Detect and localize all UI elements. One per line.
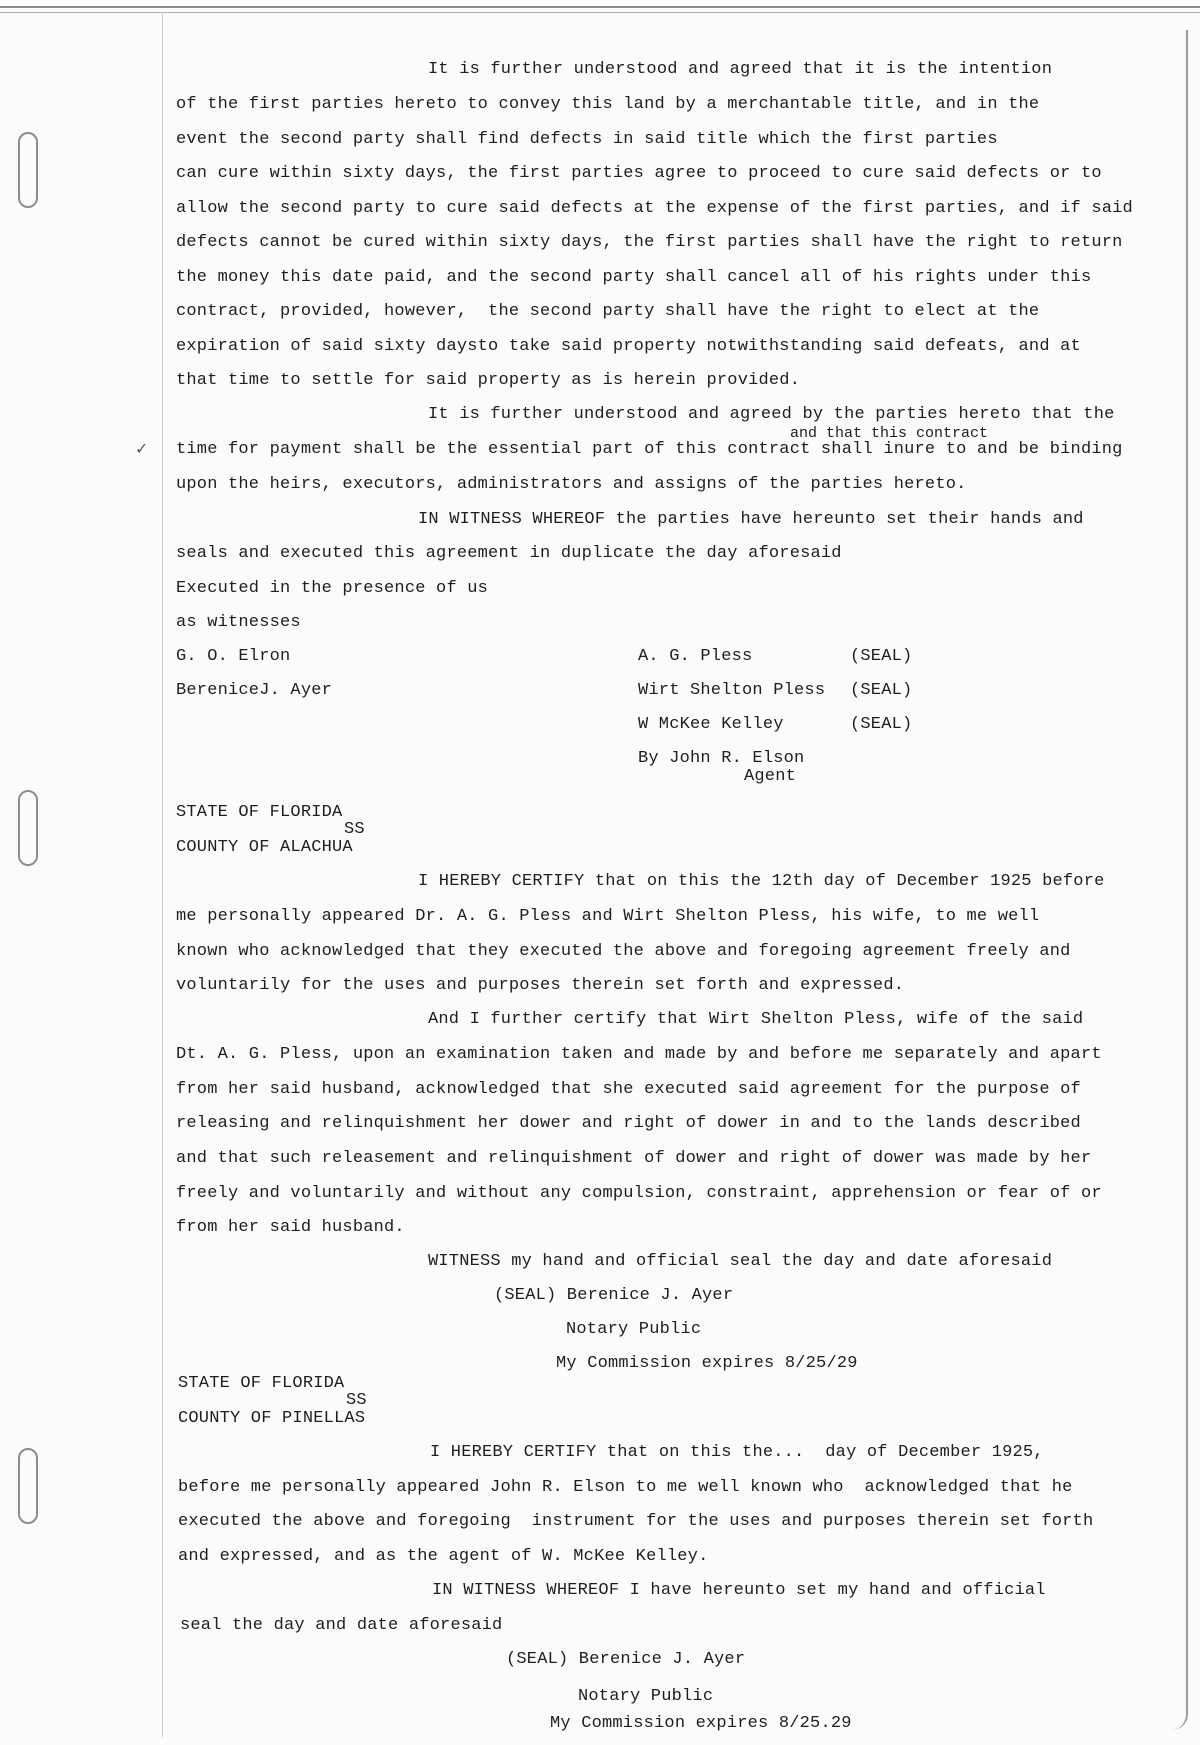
binder-hole-icon: [18, 790, 38, 866]
notary-title: Notary Public: [578, 1687, 714, 1706]
agent-by: By John R. Elson: [638, 749, 805, 768]
ss-mark: SS: [346, 1391, 367, 1410]
page-edge: [1172, 30, 1188, 1730]
doc-line: seal the day and date aforesaid: [180, 1616, 503, 1635]
doc-line: as witnesses: [176, 613, 301, 632]
doc-line: Dt. A. G. Pless, upon an examination taken and made by and before me separately and apart: [176, 1045, 1102, 1064]
signatory-name: Wirt Shelton Pless: [638, 681, 826, 700]
doc-line: the money this date paid, and the second party shall cancel all of his rights under this: [176, 268, 1092, 287]
doc-line: and expressed, and as the agent of W. McKee Kelley.: [178, 1547, 709, 1566]
doc-line: contract, provided, however, the second party shall have the right to elect at the: [176, 302, 1040, 321]
commission-expiry: My Commission expires 8/25/29: [556, 1354, 858, 1373]
doc-line: that time to settle for said property as is herein provided.: [176, 371, 801, 390]
doc-line: executed the above and foregoing instrument for the uses and purposes therein set forth: [178, 1512, 1094, 1531]
doc-line: from her said husband.: [176, 1218, 405, 1237]
signatory-seal: (SEAL): [850, 715, 913, 734]
doc-line: It is further understood and agreed that it is the intention: [428, 60, 1053, 79]
doc-line: voluntarily for the uses and purposes therein set forth and expressed.: [176, 976, 905, 995]
doc-line: time for payment shall be the essential part of this contract shall inure to and be binding: [176, 440, 1123, 459]
doc-line: expiration of said sixty daysto take said property notwithstanding said defeats, and at: [176, 337, 1081, 356]
signatory-seal: (SEAL): [850, 681, 913, 700]
witness-name: BereniceJ. Ayer: [176, 681, 333, 700]
agent-title: Agent: [744, 767, 797, 786]
state-heading: STATE OF FLORIDA: [176, 803, 343, 822]
binder-hole-icon: [18, 1448, 38, 1524]
county-heading: COUNTY OF ALACHUA: [176, 838, 353, 857]
doc-line: releasing and relinquishment her dower and right of dower in and to the lands described: [176, 1114, 1081, 1133]
doc-line: can cure within sixty days, the first parties agree to proceed to cure said defects or to: [176, 164, 1102, 183]
signatory-name: W McKee Kelley: [638, 715, 784, 734]
top-rule: [0, 6, 1200, 13]
check-mark-icon: ✓: [136, 440, 147, 460]
notary-signature: (SEAL) Berenice J. Ayer: [506, 1650, 746, 1669]
margin-line: [162, 12, 163, 1737]
county-heading: COUNTY OF PINELLAS: [178, 1409, 366, 1428]
commission-expiry: My Commission expires 8/25.29: [550, 1714, 852, 1733]
doc-line: And I further certify that Wirt Shelton Pless, wife of the said: [428, 1010, 1084, 1029]
witness-line: WITNESS my hand and official seal the day and date aforesaid: [428, 1252, 1053, 1271]
doc-line: and that such releasement and relinquishment of dower and right of dower was made by her: [176, 1149, 1092, 1168]
doc-line: IN WITNESS WHEREOF I have hereunto set my hand and official: [432, 1581, 1046, 1600]
state-heading: STATE OF FLORIDA: [178, 1374, 345, 1393]
witness-name: G. O. Elron: [176, 647, 291, 666]
doc-line: upon the heirs, executors, administrators and assigns of the parties hereto.: [176, 475, 967, 494]
doc-line: freely and voluntarily and without any compulsion, constraint, apprehension or fear of or: [176, 1184, 1102, 1203]
doc-line: from her said husband, acknowledged that she executed said agreement for the purpose of: [176, 1080, 1081, 1099]
doc-line: It is further understood and agreed by the parties hereto that the: [428, 405, 1115, 424]
doc-line: before me personally appeared John R. Elson to me well known who acknowledged that he: [178, 1478, 1073, 1497]
signatory-name: A. G. Pless: [638, 647, 753, 666]
interlineation: and that this contract: [790, 425, 989, 442]
doc-line: Executed in the presence of us: [176, 579, 489, 598]
ss-mark: SS: [344, 820, 365, 839]
doc-line: I HEREBY CERTIFY that on this the... day of December 1925,: [430, 1443, 1044, 1462]
notary-signature: (SEAL) Berenice J. Ayer: [494, 1286, 734, 1305]
doc-line: IN WITNESS WHEREOF the parties have hereunto set their hands and: [418, 510, 1084, 529]
doc-line: event the second party shall find defects in said title which the first parties: [176, 130, 998, 149]
doc-line: known who acknowledged that they executed the above and foregoing agreement freely and: [176, 942, 1071, 961]
doc-line: defects cannot be cured within sixty days, the first parties shall have the right to return: [176, 233, 1123, 252]
doc-line: allow the second party to cure said defects at the expense of the first parties, and if said: [176, 199, 1133, 218]
doc-line: seals and executed this agreement in duplicate the day aforesaid: [176, 544, 842, 563]
notary-title: Notary Public: [566, 1320, 702, 1339]
doc-line: I HEREBY CERTIFY that on this the 12th day of December 1925 before: [418, 872, 1105, 891]
doc-line: me personally appeared Dr. A. G. Pless and Wirt Shelton Pless, his wife, to me well: [176, 907, 1040, 926]
binder-hole-icon: [18, 132, 38, 208]
doc-line: of the first parties hereto to convey this land by a merchantable title, and in the: [176, 95, 1040, 114]
signatory-seal: (SEAL): [850, 647, 913, 666]
